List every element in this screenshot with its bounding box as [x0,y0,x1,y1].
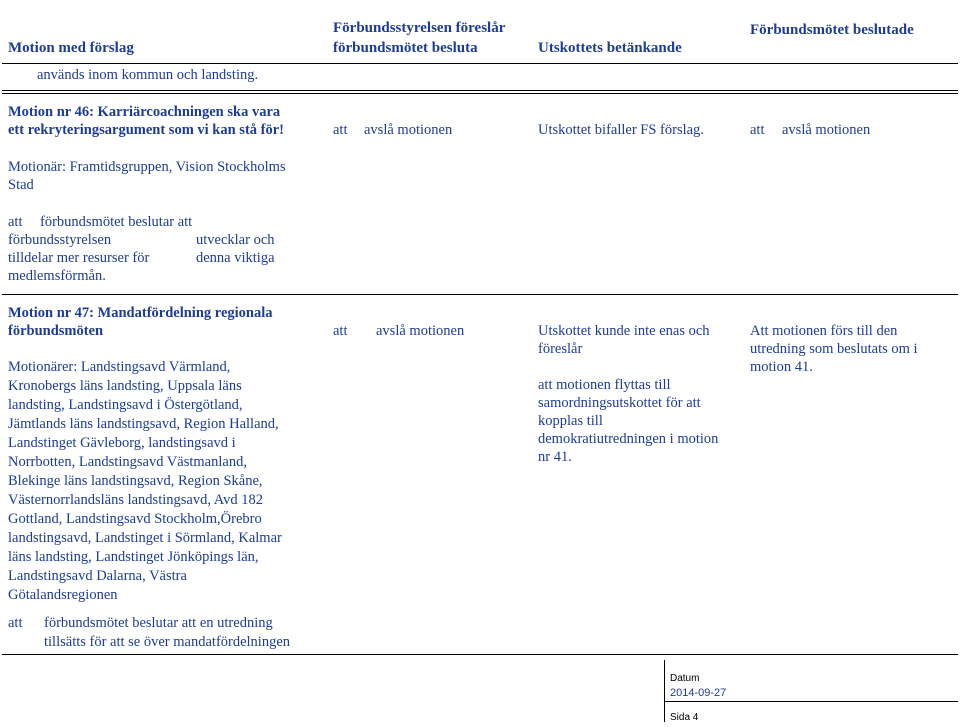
footer-date-label: Datum [670,673,700,684]
motion47-committee-line: att motionen flyttas till [538,377,671,393]
section-rule-top [2,90,958,91]
motion47-committee-line: demokratiutredningen i motion [538,431,719,447]
motion-separator [2,294,958,295]
motion47-committee-line: samordningsutskottet för att [538,395,701,411]
motion47-mover-line: Västernorrlandsläns landstingsavd, Avd 182 [8,492,264,508]
motion46-proposal-line2-left: förbundsstyrelsen [8,232,112,248]
motion47-mover-line: Blekinge läns landstingsavd, Region Skåne, [8,473,263,489]
motion46-fs-att: att [333,122,348,138]
motion46-mover-line2: Stad [8,177,34,193]
motion47-title-line1: Motion nr 47: Mandatfördelning regionala [8,305,273,321]
motion46-committee: Utskottet bifaller FS förslag. [538,122,704,138]
motion46-proposal-line1: förbundsmötet beslutar att [40,214,193,230]
motion47-proposal-att: att [8,615,23,631]
table-bottom-rule [2,654,958,655]
header-fs-proposal-line1: Förbundsstyrelsen föreslår [333,20,506,36]
motion47-decided-line: motion 41. [750,359,813,375]
motion46-fs-text: avslå motionen [364,122,453,138]
motion47-mover-line: Gottland, Landstingsavd Stockholm,Örebro [8,511,262,527]
header-committee: Utskottets betänkande [538,40,682,56]
motion47-mover-line: Landstingsavd Dalarna, Västra [8,568,187,584]
motion47-mover-line: Norrbotten, Landstingsavd Västmanland, [8,454,247,470]
motion46-proposal-att: att [8,214,23,230]
motion46-title-line2: ett rekryteringsargument som vi kan stå för! [8,122,284,138]
motion47-mover-line: Kronobergs läns landsting, Uppsala läns [8,378,242,394]
motion46-proposal-line3-left: tilldelar mer resurser för [8,250,150,266]
header-rule [2,63,958,64]
motion47-mover-line: Landstinget Gävleborg, landstingsavd i [8,435,236,451]
motion47-decided-line: Att motionen förs till den [750,323,898,339]
motion47-mover-line: landsting, Landstingsavd i Östergötland, [8,397,243,413]
motion47-mover-line: Jämtlands läns landstingsavd, Region Halland, [8,416,279,432]
footer-date-value: 2014-09-27 [670,687,727,699]
motion47-decided-line: utredning som beslutats om i [750,341,918,357]
motion46-decided-att: att [750,122,765,138]
motion46-proposal-line2-right: utvecklar och [196,232,275,248]
motion47-mover-line: landstingsavd, Landstinget i Sörmland, Kalmar [8,530,282,546]
footer-divider [664,701,958,702]
motion47-committee-line: föreslår [538,341,583,357]
motion47-committee-line: nr 41. [538,449,572,465]
motion47-mover-line: Motionärer: Landstingsavd Värmland, [8,359,231,375]
carryover-text: används inom kommun och landsting. [37,67,259,83]
motion46-mover-line1: Motionär: Framtidsgruppen, Vision Stockholms [8,159,286,175]
motion47-title-line2: förbundsmöten [8,323,104,339]
motion46-proposal-line4: medlemsförmån. [8,268,106,284]
header-fs-proposal-line2: förbundsmötet besluta [333,40,478,56]
motion47-proposal-line1: förbundsmötet beslutar att en utredning [44,615,273,631]
motion47-fs-att: att [333,323,348,339]
footer-left-border [664,660,665,722]
motion47-fs-text: avslå motionen [376,323,465,339]
motion47-mover-line: Götalandsregionen [8,587,118,603]
motion47-mover-line: läns landsting, Landstinget Jönköpings län, [8,549,259,565]
header-motion: Motion med förslag [8,40,134,56]
motion47-proposal-line2: tillsätts för att se över mandatfördelningen [44,634,291,650]
motion47-committee-line: Utskottet kunde inte enas och [538,323,710,339]
motion46-title-line1: Motion nr 46: Karriärcoachningen ska vara [8,104,281,120]
motion47-committee-line: kopplas till [538,413,603,429]
motion46-proposal-line3-right: denna viktiga [196,250,275,266]
header-decided: Förbundsmötet beslutade [750,22,914,38]
section-rule-bottom [2,93,958,94]
footer-page-label: Sida 4 [670,712,699,723]
motion46-decided-text: avslå motionen [782,122,871,138]
